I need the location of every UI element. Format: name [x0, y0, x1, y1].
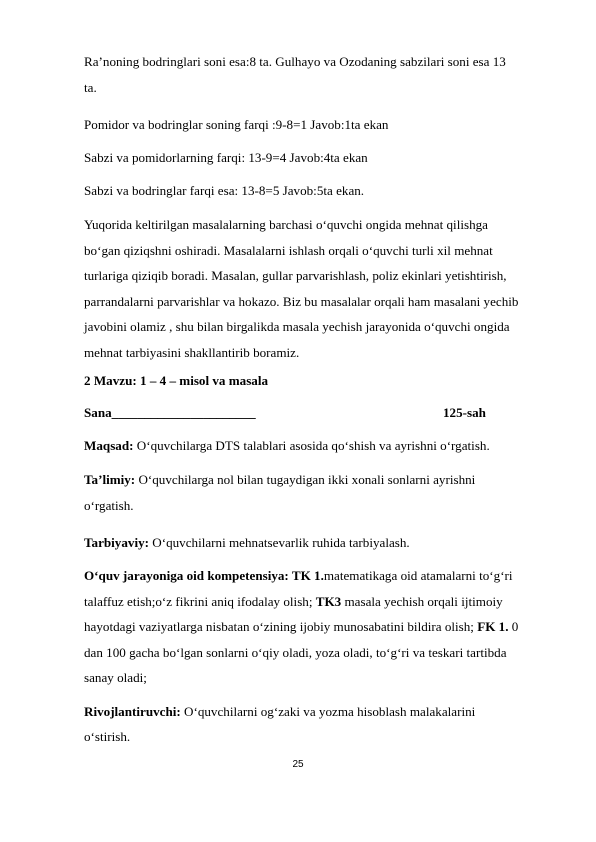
kompetensiya-line-3 — [84, 619, 518, 635]
tarbiyaviy-text: O‘quvchilarni mehnatsevarlik ruhida tarbiyalash. — [149, 535, 410, 550]
maqsad-label: Maqsad: — [84, 438, 134, 453]
paragraph-line: mehnat tarbiyasini shakllantirib boramiz. — [84, 345, 300, 360]
kompetensiya-text: 0 — [508, 619, 519, 634]
paragraph-line: bo‘gan qiziqshni oshiradi. Masalalarni ishlash orqali o‘quvchi turli xil mehnat — [84, 243, 493, 258]
tarbiyaviy-label: Tarbiyaviy: — [84, 535, 149, 550]
talimiy-label: Ta’limiy: — [84, 472, 136, 487]
talimiy-text-cont: o‘rgatish. — [84, 498, 134, 513]
tarbiyaviy-line — [84, 535, 410, 551]
paragraph-line: Pomidor va bodringlar soning farqi :9-8=1 Javob:1ta ekan — [84, 117, 389, 132]
rivojlantiruvchi-label: Rivojlantiruvchi: — [84, 704, 181, 719]
rivojlantiruvchi-text-cont: o‘stirish. — [84, 729, 131, 744]
sana-label: Sana______________________ — [84, 405, 256, 420]
topic-heading: 2 Mavzu: 1 – 4 – misol va masala — [84, 373, 269, 388]
kompetensiya-line-1 — [84, 568, 513, 584]
paragraph-line: turlariga qiziqib boradi. Masalan, gullar parvarishlash, poliz ekinlari yetishtirish, — [84, 268, 507, 283]
talimiy-text: O‘quvchilarga nol bilan tugaydigan ikki xonali sonlarni ayrishni — [135, 472, 476, 487]
kompetensiya-line-5: sanay oladi; — [84, 670, 147, 685]
kompetensiya-text: masala yechish orqali ijtimoiy — [341, 594, 503, 609]
kompetensiya-line-2 — [84, 594, 503, 610]
paragraph-line: javobini olamiz , shu bilan birgalikda masala yechish jarayonida o‘quvchi ongida — [84, 319, 510, 334]
page-reference: 125-sah — [443, 405, 486, 420]
paragraph-line: ta. — [84, 80, 97, 95]
paragraph-line: parrandalarni parvarishlar va hokazo. Biz bu masalalar orqali ham masalani yechib — [84, 294, 519, 309]
talimiy-line — [84, 472, 475, 488]
tk1-label: TK 1. — [288, 568, 324, 583]
rivojlantiruvchi-text: O‘quvchilarni og‘zaki va yozma hisoblash malakalarini — [180, 704, 476, 719]
kompetensiya-label: O‘quv jarayoniga oid kompetensiya: — [84, 568, 289, 583]
kompetensiya-text: talaffuz etish;o‘z fikrini aniq ifodalay olish; — [84, 594, 316, 609]
kompetensiya-text: matematikaga oid atamalarni to‘g‘ri — [323, 568, 513, 583]
tk3-label: TK3 — [315, 594, 342, 609]
fk1-label: FK 1. — [477, 619, 509, 634]
paragraph-line: Yuqorida keltirilgan masalalarning barchasi o‘quvchi ongida mehnat qilishga — [84, 217, 488, 232]
paragraph-line: Sabzi va bodringlar farqi esa: 13-8=5 Javob:5ta ekan. — [84, 183, 365, 198]
paragraph-line: Ra’noning bodringlari soni esa:8 ta. Gulhayo va Ozodaning sabzilari soni esa 13 — [84, 54, 506, 69]
page-number: 25 — [292, 759, 304, 770]
rivojlantiruvchi-line — [84, 704, 475, 720]
maqsad-text: O‘quvchilarga DTS talablari asosida qo‘shish va ayrishni o‘rgatish. — [133, 438, 490, 453]
paragraph-line: Sabzi va pomidorlarning farqi: 13-9=4 Javob:4ta ekan — [84, 150, 368, 165]
kompetensiya-text: hayotdagi vaziyatlarga nisbatan o‘zining ijobiy munosabatini bildira olish; — [84, 619, 478, 634]
maqsad-line — [84, 438, 490, 454]
kompetensiya-line-4: dan 100 gacha bo‘lgan sonlarni o‘qiy oladi, yoza oladi, to‘g‘ri va teskari tartibda — [84, 645, 507, 660]
